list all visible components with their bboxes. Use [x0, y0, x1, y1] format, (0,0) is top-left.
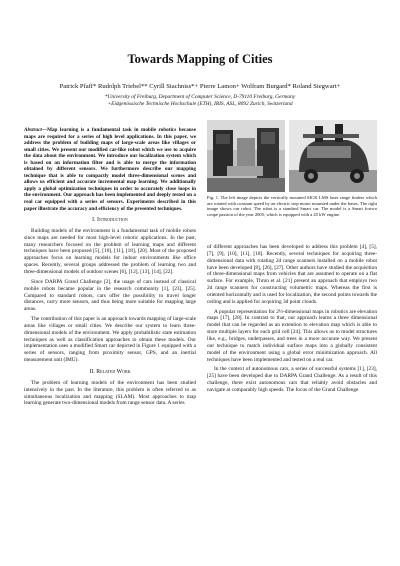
- left-column: [24, 127, 196, 410]
- author-list: Patrick Pfaff* Rudolph Triebel** Cyrill Stachniss*+ Pierre Lamon+ Wolfram Burgard* Roland Siegwart+: [59, 83, 341, 90]
- right-paragraph-1: of different approaches has been developed to address this problem [4], [5], [7], [9], [10], [11], [18]. Recently, several techniques for acquiring three-dimensional data with rotating 2d range scanners installed on a mobile robot have been developed [8], [26], [27]. Other authors have studied the acquisition of three-dimensional maps from vehicles that are assumed to operate on a flat surface. For example, Thrun et al. [21] present an approach that employs two 2d range scanners for constructing volumetric maps. Whereas the first is oriented horizontally and is used for localization, the second points towards the ceiling and is applied for acquiring 3d point clouds.: [207, 244, 377, 305]
- abstract-text: Map learning is a fundamental task in mobile robotics because maps are required for a series of high level applications. In this paper, we address the problem of building maps of large-scale areas like villages or small cities. We present our modified car-like robot which we use to acquire the data about the environment. We introduce our localization system which is based on an information filter and is able to merge the information obtained by different sensors. We furthermore describe our mapping technique that is able to compactly model three-dimensional scenes and allows us efficient and accurate incremental map learning. We additionally apply a global optimization techniques in order to accurately close loops in the environment. Our approach has been implemented and deeply tested on a real car equipped with a series of sensors. Experiments described in this paper illustrate the accuracy and efficiency of the presented techniques.: [24, 127, 196, 212]
- figure-robot-photos: [207, 120, 377, 192]
- intro-paragraph-1: Building models of the environment is a fundamental task of mobile robots since maps are needed for most high-level robotic applications. In the past, many researchers focused on the problem of learning maps and different techniques have been proposed [5], [10], [11], [18], [20]. Most of the proposed approaches focus on learning models for indoor environments like office spaces. Recently, several groups addressed the problem of learning two and three-dimensional models of outdoor scenes [6], [12], [13], [14], [22].: [24, 227, 196, 276]
- right-paragraph-2: A popular representation for 2½-dimensional maps in robotics are elevation maps [17], [28]. In contrast to that, our approach learns a three dimensional model that can be regarded as an extention to elevation map which is able to store multiple layers for each grid cell [24]. This allows us to model structures like, e.g., bridges, underpasses, and trees in a more accurate way. We present our technique to match individual surface maps into a globally consistent model of the environment using a global error minimization approach. All techniques have been implemented and tested on a real car.: [207, 308, 377, 363]
- section-heading-introduction: I. Introduction: [92, 217, 128, 224]
- intro-paragraph-3: The contribution of this paper is an approach towards mapping of large-scale areas like villages or small cities. We describe our system to learn three-dimensional models of the environment. We apply probabilistic state estimation techniques as well as classification approaches to obtain these models. Our implementation uses a modified Smart car depicted in Figure 1 equipped with a series of sensors, ranging from proximity sensor, GPS, and an inertial measurement unit (IMU).: [24, 316, 196, 364]
- intro-paragraph-2: Since DARPA Grand Challenge [2], the usage of cars instead of classical mobile robots became popular in the research community [1], [23], [25]. Compared to standard robots, cars offer the possibility to travel longer distances, carry more sensors, and thus being more suitable for mapping large areas.: [24, 278, 196, 313]
- laser-scanner-photo: [207, 120, 285, 192]
- section-heading-related-work: II. Related Work: [89, 368, 131, 375]
- right-column: [207, 244, 377, 397]
- affiliation-freiburg: *University of Freiburg, Department of Computer Science, D-79110 Freiburg, Germany: [104, 94, 296, 100]
- right-paragraph-3: In the context of autonomous cars, a series of successful systems [1], [23], [25] have been developed due to DARPA Grand Challenge. As a result of this challenge, there exist autonomous cars that reliably avoid obstacles and navigate at comparably high speeds. The focus of the Grand Challenge: [207, 366, 377, 393]
- abstract-lead: Abstract—: [24, 127, 48, 133]
- related-work-paragraph-1: The problem of learning models of the environment has been studied intensively in the past. In the literature, this problem is often referred to as simultaneous localization and mapping (SLAM). Most approaches to map learning generate two-dimensional models from range sensor data. A series: [24, 379, 196, 407]
- smart-car-photo: [289, 120, 377, 192]
- affiliation-eth: +Eidgenössische Technische Hochschule (ETH), IRIS, ASL, 8092 Zurich, Switzerland: [107, 101, 293, 107]
- figure-caption: Fig. 1. The left image depicts the vertically mounted SICK LMS laser range finders which are rotated with constant speed by an electric step motor mounted under the bases. The right image shows our robot. The robot is a standard Smart car. The model is a Smart fortwo coupé passion of the year 2005, which is equipped with a 45 kW engine.: [207, 195, 377, 218]
- paper-title: Towards Mapping of Cities: [127, 52, 273, 66]
- abstract: [24, 127, 196, 212]
